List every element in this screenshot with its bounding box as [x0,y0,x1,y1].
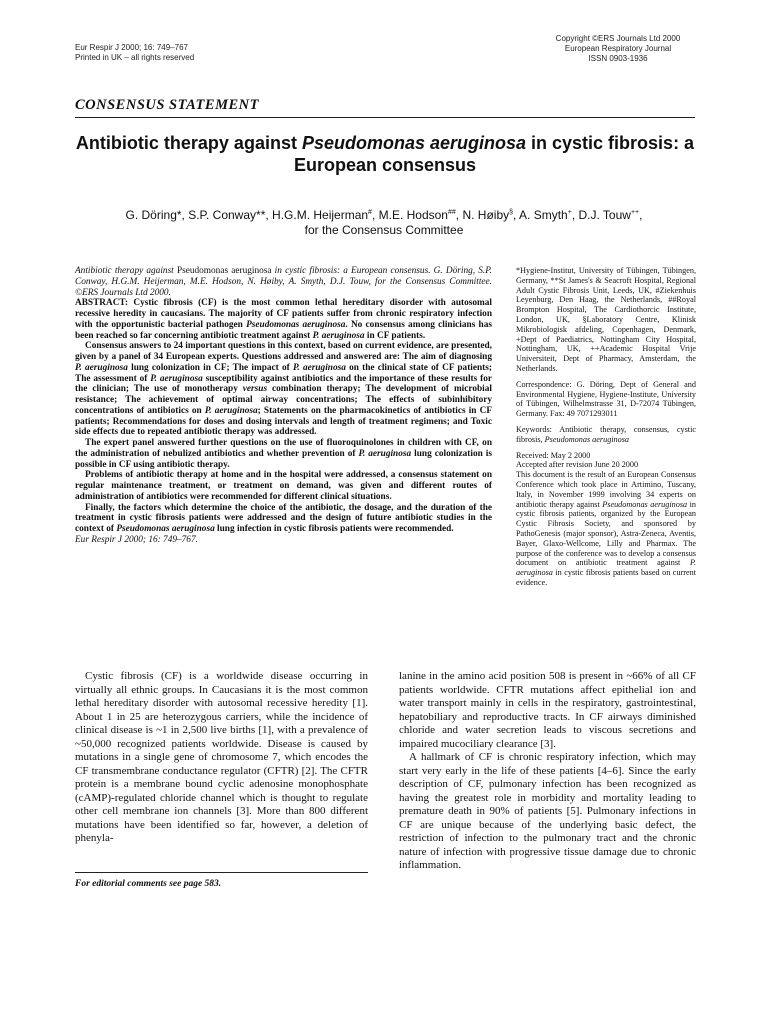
text: This document is the result of an European Consensus Conference which took place in Artimino, Tuscany, Italy, in November 1999 involving 34 experts on antibiotic therapy against [516,470,696,509]
accepted-date: Accepted after revision June 20 2000 [516,460,639,470]
text: . No consensus among clinicians has been reached so far concerning antibiotic treatment against [75,319,492,341]
title-organism: Pseudomonas aeruginosa [301,133,527,153]
body-paragraph: A hallmark of CF is chronic respiratory infection, which may start very early in the life of these patients [4–6]. Since the early description of CF, pulmonary infection has been recognized as having the greatest role in morbidity and mortality leading to premature death in 90% of patients [5]. Pulmonary infections in CF are unique because of the underlying basic defect, the restriction of infection to the pulmonary tract and the chronic nature of infection with progressive tissue damage due to chronic inflammation. [399,751,696,871]
text: Pseudomonas aeruginosa [544,434,630,444]
footnote-rule [75,872,368,873]
title-part: Antibiotic therapy against [75,133,302,153]
text: P. aeruginosa [204,405,258,416]
affil-mark: § [509,209,514,216]
body-column-right [399,670,696,873]
copyright-block [540,34,696,64]
abstract-paragraph: Problems of antibiotic therapy at home and in the hospital were addressed, a consensus statement on regular maintenance treatment, or treatment on demand, was given and different routes of administration of antibiotics were recommended for different clinical situations. [75,470,492,502]
abstract-paragraph [75,503,492,535]
text: Consensus answers to 24 important questions in this context, based on current evidence, are presented, given by a panel of 34 European experts. Questions addressed and answered are: The aim of diagnosing [75,341,492,362]
keywords [516,425,696,445]
author-text: , M.E. Hodson [371,208,448,222]
dates [516,451,696,471]
body-paragraph: Cystic fibrosis (CF) is a worldwide disease occurring in virtually all ethnic groups. In Caucasians it is the most common lethal hereditary disorder with autosomal recessive heredity [1]. About 1 in 25 are heterozygous carriers, while the incidence of clinical disease is ~1 in 2,500 live births [1], with a prevalence of ~50,000 recognized patients worldwide. Disease is caused by mutations in a single gene of chromosome 7, which encodes the CF transmembrane conductance regulator (CFTR) [2]. The CFTR protein is a membrane bound cyclic adenosine monophosphate (cAMP)-regulated chloride channel which is thought to regulate other cell membrane ion channels [3]. More than 800 different mutations have been identified so far, however, a deletion of phenyla- [75,670,368,844]
correspondence: Correspondence: G. Döring, Dept of General and Environmental Hygiene, Hygiene-Institute, University of Tübingen, Wilhelmstrasse 31, D-72074 Tübingen, Germany. Fax: 49 7071293011 [516,379,696,419]
text: Finally, the factors which determine the choice of the antibiotic, the dosage, and the duration of the treatment in cystic fibrosis patients were addressed and the design of future antibiotic studies in the context of [75,502,492,534]
text: ABSTRACT: Cystic fibrosis (CF) is the most common lethal hereditary disorder with autosomal recessive heredity in caucasians. The majority of CF patients suffer from chronic respiratory infection with the opportunistic bacterial pathogen [75,298,492,330]
text: P. aeruginosa [150,373,203,384]
journal-citation: Eur Respir J 2000; 16: 749–767 [75,43,188,52]
affil-mark: + [567,209,572,216]
issn: ISSN 0903-1936 [588,54,648,63]
text: Pseudomonas aeruginosa [602,499,688,509]
section-rule [75,117,695,118]
received-date: Received: May 2 2000 [516,450,591,460]
author-text: , A. Smyth [513,208,568,222]
abstract-paragraph [75,341,492,438]
text: combination therapy; The development of microbial resistance; The achievement of optimal airway concentrations; The effects of subinhibitory concentrations of antibiotics on [75,384,492,416]
text: in cystic fibrosis: a European consensus. G. Döring, S.P. Conway, H.G.M. Heijerman, M.E. Hodson, N. Høiby, A. Smyth, D.J. Touw, for the Consensus Committee. ©ERS Journals Ltd 2000. [75,266,493,298]
text: Pseudomonas aeruginosa [246,319,346,330]
affiliations: *Hygiene-Institut, University of Tübingen, Tübingen, Germany, **St James's & Seacroft Hospital, Regional Adult Cystic Fibrosis Unit, Leeds, UK, #Ziekenhuis Leyenburg, Den Haag, the Netherlands, ##Royal Brompton Hospital, The Cardiothorcic Institute, London, UK, §Laboratory Centre, Klinisk Mikrobiologisk afdeling, Copenhagen, Denmark, +Dept of Paediatrics, Nottingham City Hospital, Nottingham, UK, ++Academic Hospital Vrije Universiteit, Dept of Pharmacy, Amsterdam, the Netherlands. [516,266,696,373]
text: Antibiotic therapy against [75,266,177,276]
text: Pseudomonas aeruginosa [176,266,272,276]
title-part: in cystic fibrosis: a European consensus [293,133,695,175]
text: P. aeruginosa [358,448,412,459]
text: Pseudomonas aeruginosa [116,524,215,534]
conference-note [516,470,696,588]
text: on the clinical state of CF patients; The assessment of [75,362,492,384]
article-title [75,132,695,176]
text: P. aeruginosa [312,330,365,341]
author-text: , [639,208,643,222]
text: ; Statements on the pharmacokinetics of antibiotics in CF patients; Recommendations for doses and dosing intervals and length of treatment regimens; and Toxic side effects due to repeated antibiotic therapy was addressed. [75,405,493,438]
text: lung infection in cystic fibrosis patients were recommended. [214,524,454,534]
text: in cystic fibrosis patients based on current evidence. [516,568,696,587]
journal-name: European Respiratory Journal [564,44,672,53]
text: in cystic fibrosis patients, organized by the European Cystic Fibrosis Society, and sponsored by PathoGenesis (major sponsor), Astra-Zeneca, Aventis, Bayer, Glaxo-Wellcome, Lilly and Pharmax. The purpose of the conference was to develop a consensus document on antibiotic treatment against [516,499,697,568]
author-names [60,205,708,223]
author-text: , N. Høiby [455,208,510,222]
abstract-citation [75,266,492,298]
sidebar-notes [516,266,696,594]
editorial-footnote: For editorial comments see page 583. [75,879,222,889]
copyright-line: Copyright ©ERS Journals Ltd 2000 [555,34,681,43]
affil-mark: ++ [630,209,640,216]
committee-line: for the Consensus Committee [304,223,464,237]
affil-mark: # [368,209,372,216]
abstract-paragraph [75,298,492,341]
text: lung colonization is possible in CF using antibiotic therapy. [75,448,492,470]
text: P. aeruginosa [292,362,346,373]
body-paragraph: lanine in the amino acid position 508 is present in ~66% of all CF patients worldwide. CFTR mutations affect epithelial ion and water transport mainly in cells in the respiratory, gastrointestinal, hepatobiliary and reproductive tracts. In CF airways diminished chloride and water secretion leads to viscous secretions and impaired mucociliary clearance [3]. [399,670,696,750]
text: P. aeruginosa [75,362,128,373]
journal-header [75,43,194,63]
affil-mark: ## [447,209,456,216]
print-notice: Printed in UK – all rights reserved [75,53,195,62]
abstract-reference: Eur Respir J 2000; 16: 749–767. [75,534,198,545]
text: The expert panel answered further questions on the use of fluoroquinolones in children with CF, on the administration of nebulized antibiotics and whether prevention of [75,438,492,459]
author-text: , D.J. Touw [571,208,631,222]
abstract [75,266,492,546]
text: Keywords: Antibiotic therapy, consensus, cystic fibrosis, [516,424,696,444]
author-list [60,205,708,238]
text: P. aeruginosa [516,558,696,578]
text: susceptibility against antibiotics and the importance of these results for the clinician; The use of monotherapy [75,373,492,395]
text: in CF patients. [364,330,426,341]
author-text: G. Döring*, S.P. Conway**, H.G.M. Heijerman [125,208,369,222]
abstract-paragraph [75,438,492,470]
section-label: CONSENSUS STATEMENT [75,97,259,113]
body-column-left [75,670,368,846]
text: lung colonization in CF; The impact of [127,362,293,373]
text: versus [242,384,268,395]
